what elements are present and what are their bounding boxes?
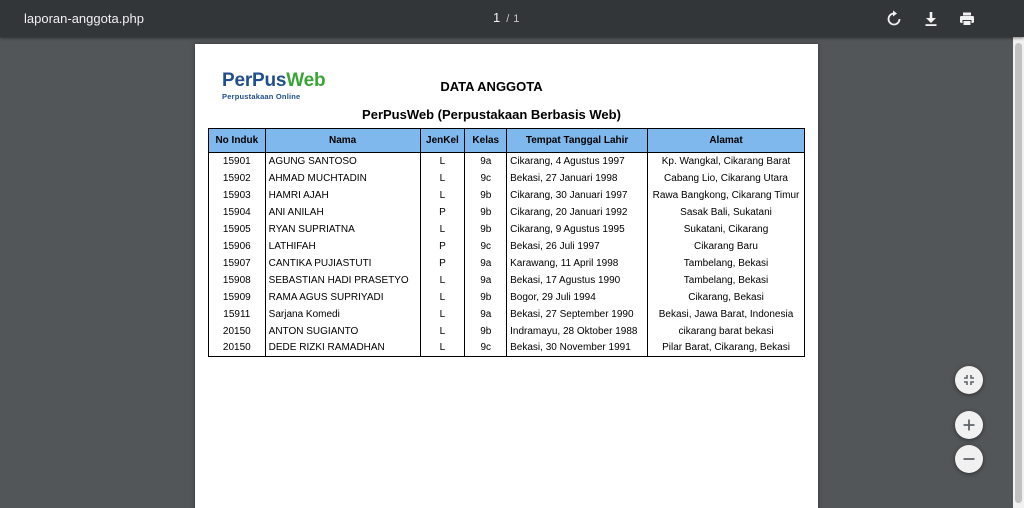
cell-kelas: 9a	[465, 306, 507, 323]
column-header-tempat-tanggal-lahir: Tempat Tanggal Lahir	[507, 129, 648, 153]
cell-no-induk: 15907	[209, 255, 266, 272]
cell-kelas: 9b	[465, 221, 507, 238]
cell-nama: ANTON SUGIANTO	[265, 323, 420, 340]
logo-text-perpus: PerPus	[222, 70, 287, 91]
cell-alamat: Sukatani, Cikarang	[648, 221, 805, 238]
rotate-icon[interactable]	[884, 9, 904, 29]
members-table	[208, 128, 805, 357]
download-icon[interactable]	[921, 9, 941, 29]
cell-kelas: 9b	[465, 187, 507, 204]
cell-jenkel: L	[420, 340, 465, 357]
cell-tempat-tanggal-lahir: Karawang, 11 April 1998	[507, 255, 648, 272]
table-row	[209, 153, 805, 170]
cell-jenkel: L	[420, 221, 465, 238]
cell-kelas: 9b	[465, 204, 507, 221]
cell-kelas: 9b	[465, 289, 507, 306]
page-separator: /	[506, 13, 510, 25]
cell-tempat-tanggal-lahir: Bekasi, 27 September 1990	[507, 306, 648, 323]
cell-alamat: Bekasi, Jawa Barat, Indonesia	[648, 306, 805, 323]
cell-tempat-tanggal-lahir: Bekasi, 17 Agustus 1990	[507, 272, 648, 289]
cell-no-induk: 20150	[209, 323, 266, 340]
cell-jenkel: P	[420, 238, 465, 255]
logo-text-web: Web	[286, 70, 326, 91]
cell-nama: AHMAD MUCHTADIN	[265, 170, 420, 187]
cell-no-induk: 15908	[209, 272, 266, 289]
cell-jenkel: P	[420, 204, 465, 221]
column-header-no-induk: No Induk	[209, 129, 266, 153]
cell-jenkel: L	[420, 272, 465, 289]
cell-jenkel: L	[420, 289, 465, 306]
page-indicator	[493, 10, 519, 25]
cell-jenkel: L	[420, 170, 465, 187]
cell-nama: Sarjana Komedi	[265, 306, 420, 323]
logo-subtitle: Perpustakaan Online	[222, 92, 301, 101]
cell-tempat-tanggal-lahir: Bekasi, 30 November 1991	[507, 340, 648, 357]
cell-no-induk: 15905	[209, 221, 266, 238]
current-page[interactable]: 1	[493, 10, 501, 25]
cell-nama: LATHIFAH	[265, 238, 420, 255]
column-header-jenkel: JenKel	[420, 129, 465, 153]
cell-no-induk: 15909	[209, 289, 266, 306]
cell-alamat: Cikarang Baru	[648, 238, 805, 255]
cell-alamat: cikarang barat bekasi	[648, 323, 805, 340]
cell-kelas: 9c	[465, 170, 507, 187]
cell-kelas: 9a	[465, 255, 507, 272]
cell-nama: CANTIKA PUJIASTUTI	[265, 255, 420, 272]
cell-nama: AGUNG SANTOSO	[265, 153, 420, 170]
cell-tempat-tanggal-lahir: Cikarang, 30 Januari 1997	[507, 187, 648, 204]
cell-alamat: Tambelang, Bekasi	[648, 272, 805, 289]
cell-nama: DEDE RIZKI RAMADHAN	[265, 340, 420, 357]
column-header-alamat: Alamat	[648, 129, 805, 153]
table-row	[209, 170, 805, 187]
cell-alamat: Cabang Lio, Cikarang Utara	[648, 170, 805, 187]
pdf-toolbar	[0, 0, 1024, 37]
table-row	[209, 323, 805, 340]
document-title: laporan-anggota.php	[24, 11, 144, 26]
table-header-row	[209, 129, 805, 153]
cell-no-induk: 15902	[209, 170, 266, 187]
cell-nama: RAMA AGUS SUPRIYADI	[265, 289, 420, 306]
print-icon[interactable]	[957, 9, 977, 29]
report-subheading: PerPusWeb (Perpustakaan Berbasis Web)	[362, 107, 621, 122]
cell-kelas: 9a	[465, 153, 507, 170]
cell-no-induk: 15903	[209, 187, 266, 204]
cell-nama: ANI ANILAH	[265, 204, 420, 221]
scrollbar-thumb[interactable]	[1015, 43, 1022, 503]
cell-jenkel: P	[420, 255, 465, 272]
cell-no-induk: 15906	[209, 238, 266, 255]
cell-no-induk: 15901	[209, 153, 266, 170]
cell-tempat-tanggal-lahir: Bekasi, 27 Januari 1998	[507, 170, 648, 187]
cell-alamat: Rawa Bangkong, Cikarang Timur	[648, 187, 805, 204]
table-row	[209, 221, 805, 238]
cell-nama: SEBASTIAN HADI PRASETYO	[265, 272, 420, 289]
cell-alamat: Sasak Bali, Sukatani	[648, 204, 805, 221]
cell-no-induk: 15904	[209, 204, 266, 221]
vertical-scrollbar[interactable]	[1013, 37, 1024, 508]
table-row	[209, 289, 805, 306]
pdf-page	[195, 44, 818, 508]
cell-nama: HAMRI AJAH	[265, 187, 420, 204]
table-row	[209, 187, 805, 204]
zoom-out-icon[interactable]	[955, 445, 983, 473]
total-pages: 1	[513, 13, 520, 25]
table-row	[209, 272, 805, 289]
report-heading: DATA ANGGOTA	[440, 79, 543, 94]
column-header-nama: Nama	[265, 129, 420, 153]
cell-alamat: Tambelang, Bekasi	[648, 255, 805, 272]
cell-tempat-tanggal-lahir: Indramayu, 28 Oktober 1988	[507, 323, 648, 340]
cell-tempat-tanggal-lahir: Bogor, 29 Juli 1994	[507, 289, 648, 306]
cell-alamat: Kp. Wangkal, Cikarang Barat	[648, 153, 805, 170]
zoom-in-icon[interactable]	[955, 411, 983, 439]
cell-tempat-tanggal-lahir: Bekasi, 26 Juli 1997	[507, 238, 648, 255]
table-row	[209, 204, 805, 221]
cell-alamat: Cikarang, Bekasi	[648, 289, 805, 306]
cell-no-induk: 15911	[209, 306, 266, 323]
table-row	[209, 306, 805, 323]
cell-jenkel: L	[420, 187, 465, 204]
cell-tempat-tanggal-lahir: Cikarang, 4 Agustus 1997	[507, 153, 648, 170]
cell-no-induk: 20150	[209, 340, 266, 357]
column-header-kelas: Kelas	[465, 129, 507, 153]
table-row	[209, 238, 805, 255]
cell-jenkel: L	[420, 306, 465, 323]
cell-nama: RYAN SUPRIATNA	[265, 221, 420, 238]
table-row	[209, 255, 805, 272]
table-row	[209, 340, 805, 357]
cell-kelas: 9c	[465, 238, 507, 255]
cell-kelas: 9c	[465, 340, 507, 357]
cell-alamat: Pilar Barat, Cikarang, Bekasi	[648, 340, 805, 357]
cell-kelas: 9a	[465, 272, 507, 289]
cell-kelas: 9b	[465, 323, 507, 340]
cell-tempat-tanggal-lahir: Cikarang, 9 Agustus 1995	[507, 221, 648, 238]
fit-page-icon[interactable]	[955, 366, 983, 394]
cell-jenkel: L	[420, 323, 465, 340]
cell-tempat-tanggal-lahir: Cikarang, 20 Januari 1992	[507, 204, 648, 221]
cell-jenkel: L	[420, 153, 465, 170]
